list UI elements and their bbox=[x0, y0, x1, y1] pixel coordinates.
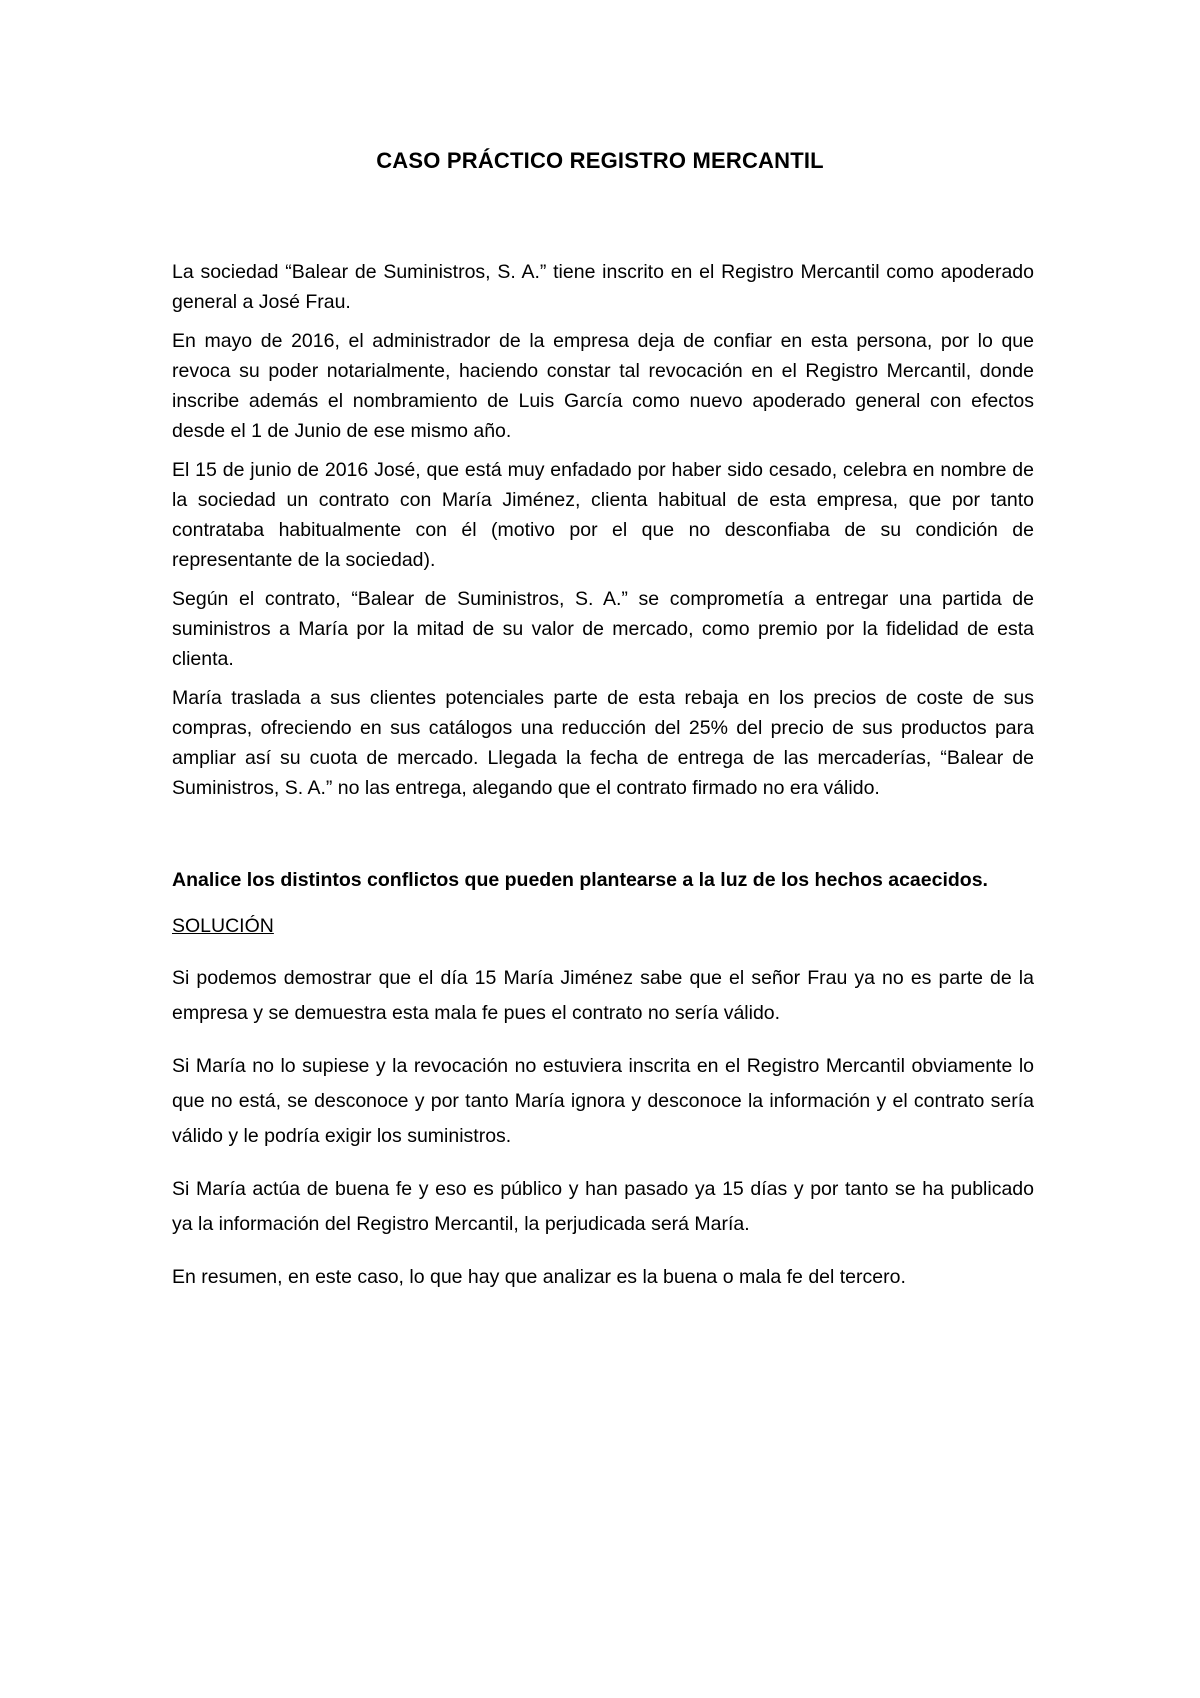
question-text: Analice los distintos conflictos que pueden plantearse a la luz de los hechos acaecidos. bbox=[172, 869, 988, 891]
solution-paragraph-2: Si María no lo supiese y la revocación no estuviera inscrita en el Registro Mercantil obviamente lo que no está, se desconoce y por tanto María ignora y desconoce la información y el contrato sería válido y le podría exigir los suministros. bbox=[172, 1055, 1034, 1147]
paragraph-3: El 15 de junio de 2016 José, que está muy enfadado por haber sido cesado, celebra en nombre de la sociedad un contrato con María Jiménez, clienta habitual de esta empresa, que por tanto contrataba habitualmente con él (motivo por el que no desconfiaba de su condición de representante de la sociedad). bbox=[172, 459, 1034, 571]
document-body bbox=[172, 257, 1034, 1313]
paragraph-5: María traslada a sus clientes potenciales parte de esta rebaja en los precios de coste de sus compras, ofreciendo en sus catálogos una reducción del 25% del precio de sus productos para ampliar así su cuota de mercado. Llegada la fecha de entrega de las mercaderías, “Balear de Suministros, S. A.” no las entrega, alegando que el contrato firmado no era válido. bbox=[172, 687, 1034, 799]
solution-paragraph-4: En resumen, en este caso, lo que hay que analizar es la buena o mala fe del tercero. bbox=[172, 1266, 906, 1288]
solution-paragraph-1: Si podemos demostrar que el día 15 María Jiménez sabe que el señor Frau ya no es parte de la empresa y se demuestra esta mala fe pues el contrato no sería válido. bbox=[172, 967, 1034, 1024]
paragraph-1: La sociedad “Balear de Suministros, S. A.” tiene inscrito en el Registro Mercantil como apoderado general a José Frau. bbox=[172, 261, 1034, 313]
document-title: CASO PRÁCTICO REGISTRO MERCANTIL bbox=[376, 148, 824, 173]
solution-heading: SOLUCIÓN bbox=[172, 915, 274, 937]
paragraph-2: En mayo de 2016, el administrador de la empresa deja de confiar en esta persona, por lo que revoca su poder notarialmente, haciendo constar tal revocación en el Registro Mercantil, donde inscribe además el nombramiento de Luis García como nuevo apoderado general con efectos desde el 1 de Junio de ese mismo año. bbox=[172, 330, 1034, 442]
paragraph-4: Según el contrato, “Balear de Suministros, S. A.” se comprometía a entregar una partida de suministros a María por la mitad de su valor de mercado, como premio por la fidelidad de esta clienta. bbox=[172, 588, 1034, 670]
solution-paragraph-3: Si María actúa de buena fe y eso es público y han pasado ya 15 días y por tanto se ha publicado ya la información del Registro Mercantil, la perjudicada será María. bbox=[172, 1178, 1034, 1235]
